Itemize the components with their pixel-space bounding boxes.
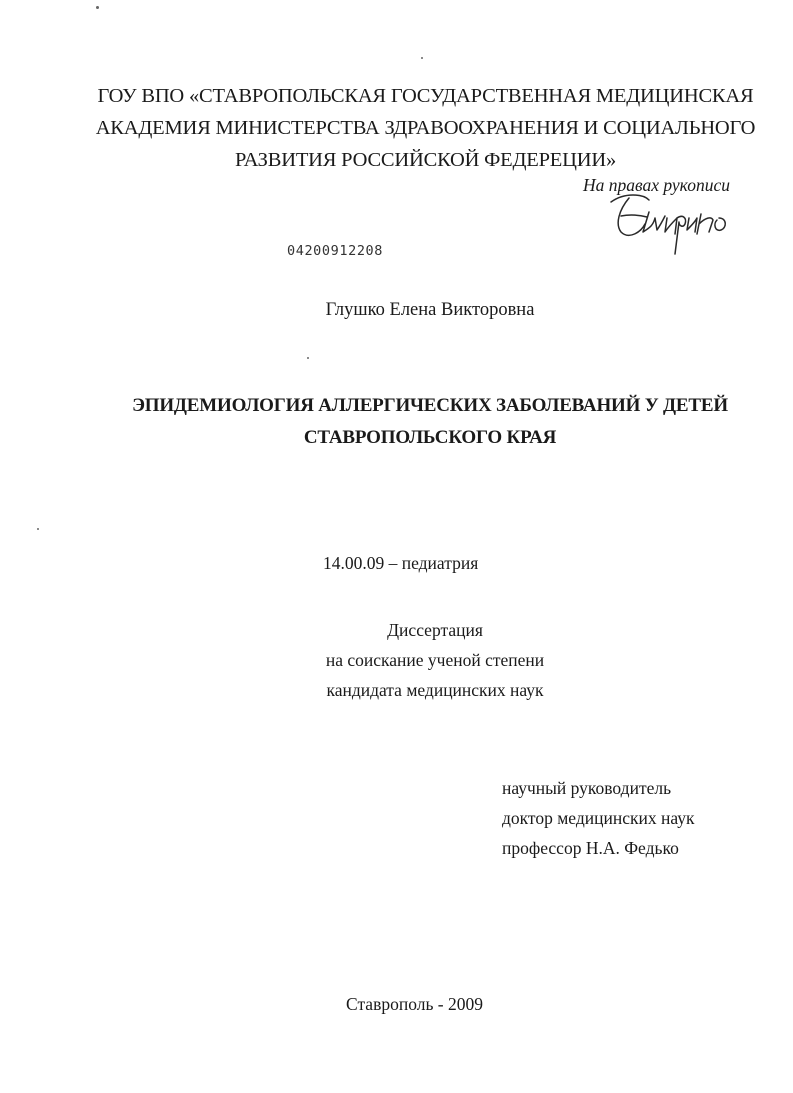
city-year: Ставрополь - 2009 [346, 994, 484, 1014]
handwritten-signature [605, 188, 755, 258]
title-line: СТАВРОПОЛЬСКОГО КРАЯ [303, 427, 557, 448]
thesis-description [0, 615, 793, 705]
scientific-advisor [502, 773, 694, 863]
organization-line: РАЗВИТИЯ РОССИЙСКОЙ ФЕДЕРЕЦИИ» [235, 149, 616, 171]
dissertation-title [0, 390, 793, 454]
scan-speck [37, 528, 39, 530]
advisor-line: доктор медицинских наук [502, 808, 695, 828]
author-name: Глушко Елена Викторовна [325, 300, 535, 320]
advisor-line: профессор Н.А. Федько [502, 838, 679, 858]
thesis-line: Диссертация [387, 620, 483, 640]
organization-header [0, 80, 793, 176]
title-line: ЭПИДЕМИОЛОГИЯ АЛЛЕРГИЧЕСКИХ ЗАБОЛЕВАНИЙ У ДЕТЕЙ [132, 395, 728, 416]
specialty-code: 14.00.09 – педиатрия [323, 553, 479, 573]
organization-line: АКАДЕМИЯ МИНИСТЕРСТВА ЗДРАВООХРАНЕНИЯ И СОЦИАЛЬНОГО [95, 117, 756, 139]
thesis-line: на соискание ученой степени [325, 650, 545, 670]
manuscript-note: На правах рукописи [583, 175, 730, 195]
thesis-line: кандидата медицинских наук [326, 680, 544, 700]
organization-line: ГОУ ВПО «СТАВРОПОЛЬСКАЯ ГОСУДАРСТВЕННАЯ МЕДИЦИНСКАЯ [97, 85, 754, 107]
scan-speck [421, 57, 423, 59]
scan-speck [96, 6, 99, 9]
advisor-line: научный руководитель [502, 778, 672, 798]
scan-speck [307, 357, 309, 359]
catalog-number: 04200912208 [287, 243, 384, 259]
